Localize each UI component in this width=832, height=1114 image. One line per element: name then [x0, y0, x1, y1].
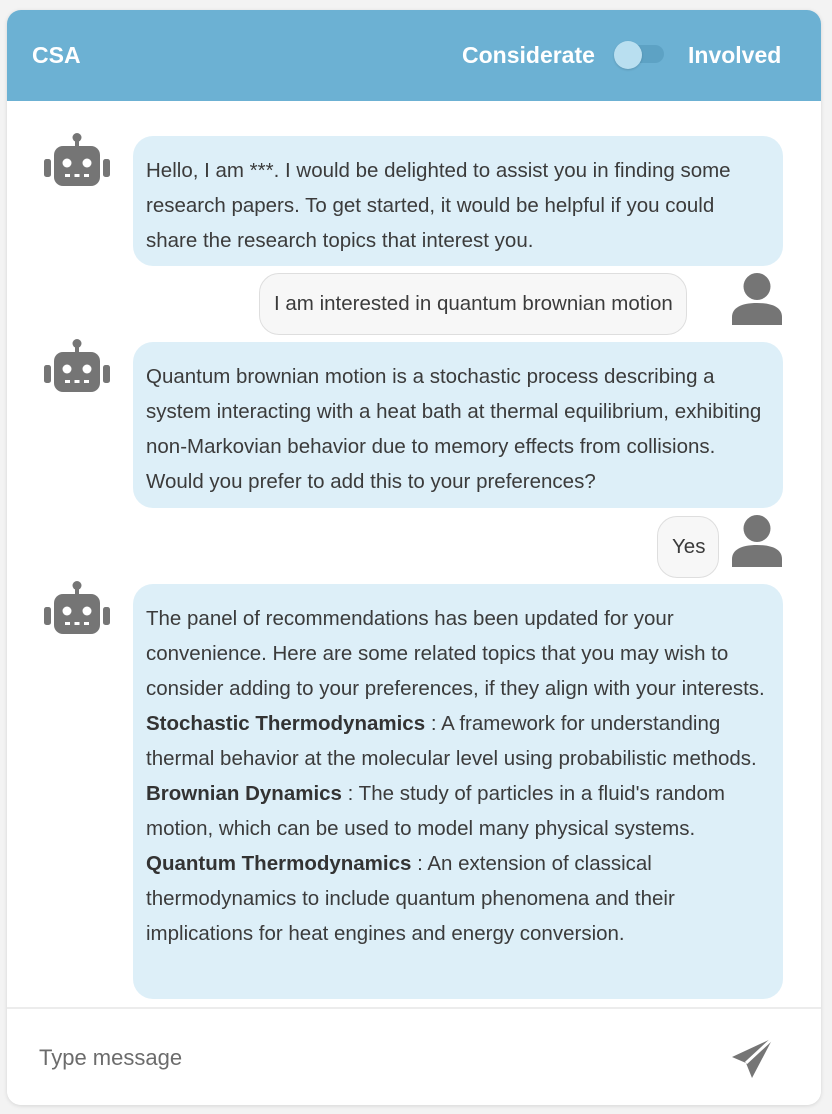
- message-input[interactable]: [27, 1037, 677, 1079]
- bot-message-recommendations: [133, 584, 783, 999]
- user-icon: [729, 273, 785, 325]
- message-list[interactable]: [7, 101, 821, 1007]
- message-text: Quantum brownian motion is a stochastic process describing a system interacting with a heat bath at thermal equilibrium, exhibiting non-Markovian behavior due to memory effects from collisions. Would you prefer to add this to your preferences?: [146, 365, 762, 493]
- topic-name[interactable]: Stochastic Thermodynamics: [146, 712, 426, 735]
- user-message: [657, 516, 719, 578]
- mode-label-considerate: Considerate: [462, 42, 595, 68]
- bot-message: [133, 342, 783, 508]
- message-text: I am interested in quantum brownian motion: [274, 292, 673, 315]
- topic-description: : The study of particles in a fluid's random motion, which can be used to model many physical systems.: [146, 782, 725, 840]
- message-text: Yes: [672, 535, 706, 558]
- robot-icon: [43, 339, 111, 393]
- app-title: CSA: [32, 42, 81, 68]
- message-text: Hello, I am ***. I would be delighted to assist you in finding some research papers. To get started, it would be helpful if you could share the research topics that interest you.: [146, 159, 731, 252]
- message-composer: [7, 1007, 821, 1105]
- chat-header: [7, 10, 821, 101]
- toggle-knob: [614, 41, 642, 69]
- topic-description: : An extension of classical thermodynamics to include quantum phenomena and their implications for heat engines and energy conversion.: [146, 852, 675, 945]
- topic-name[interactable]: Brownian Dynamics: [146, 782, 342, 805]
- robot-icon: [43, 581, 111, 635]
- send-icon[interactable]: [729, 1036, 775, 1080]
- mode-toggle[interactable]: [614, 41, 664, 67]
- topic-description: : A framework for understanding thermal behavior at the molecular level using probabilistic methods.: [146, 712, 757, 770]
- user-message: [259, 273, 687, 335]
- mode-label-involved: Involved: [688, 42, 782, 68]
- topic-name[interactable]: Quantum Thermodynamics: [146, 852, 412, 875]
- chat-window: [7, 10, 821, 1105]
- robot-icon: [43, 133, 111, 187]
- bot-message: [133, 136, 783, 266]
- user-icon: [729, 515, 785, 567]
- message-intro: The panel of recommendations has been updated for your convenience. Here are some related topics that you may wish to consider adding to your preferences, if they align with your interests.: [146, 607, 765, 700]
